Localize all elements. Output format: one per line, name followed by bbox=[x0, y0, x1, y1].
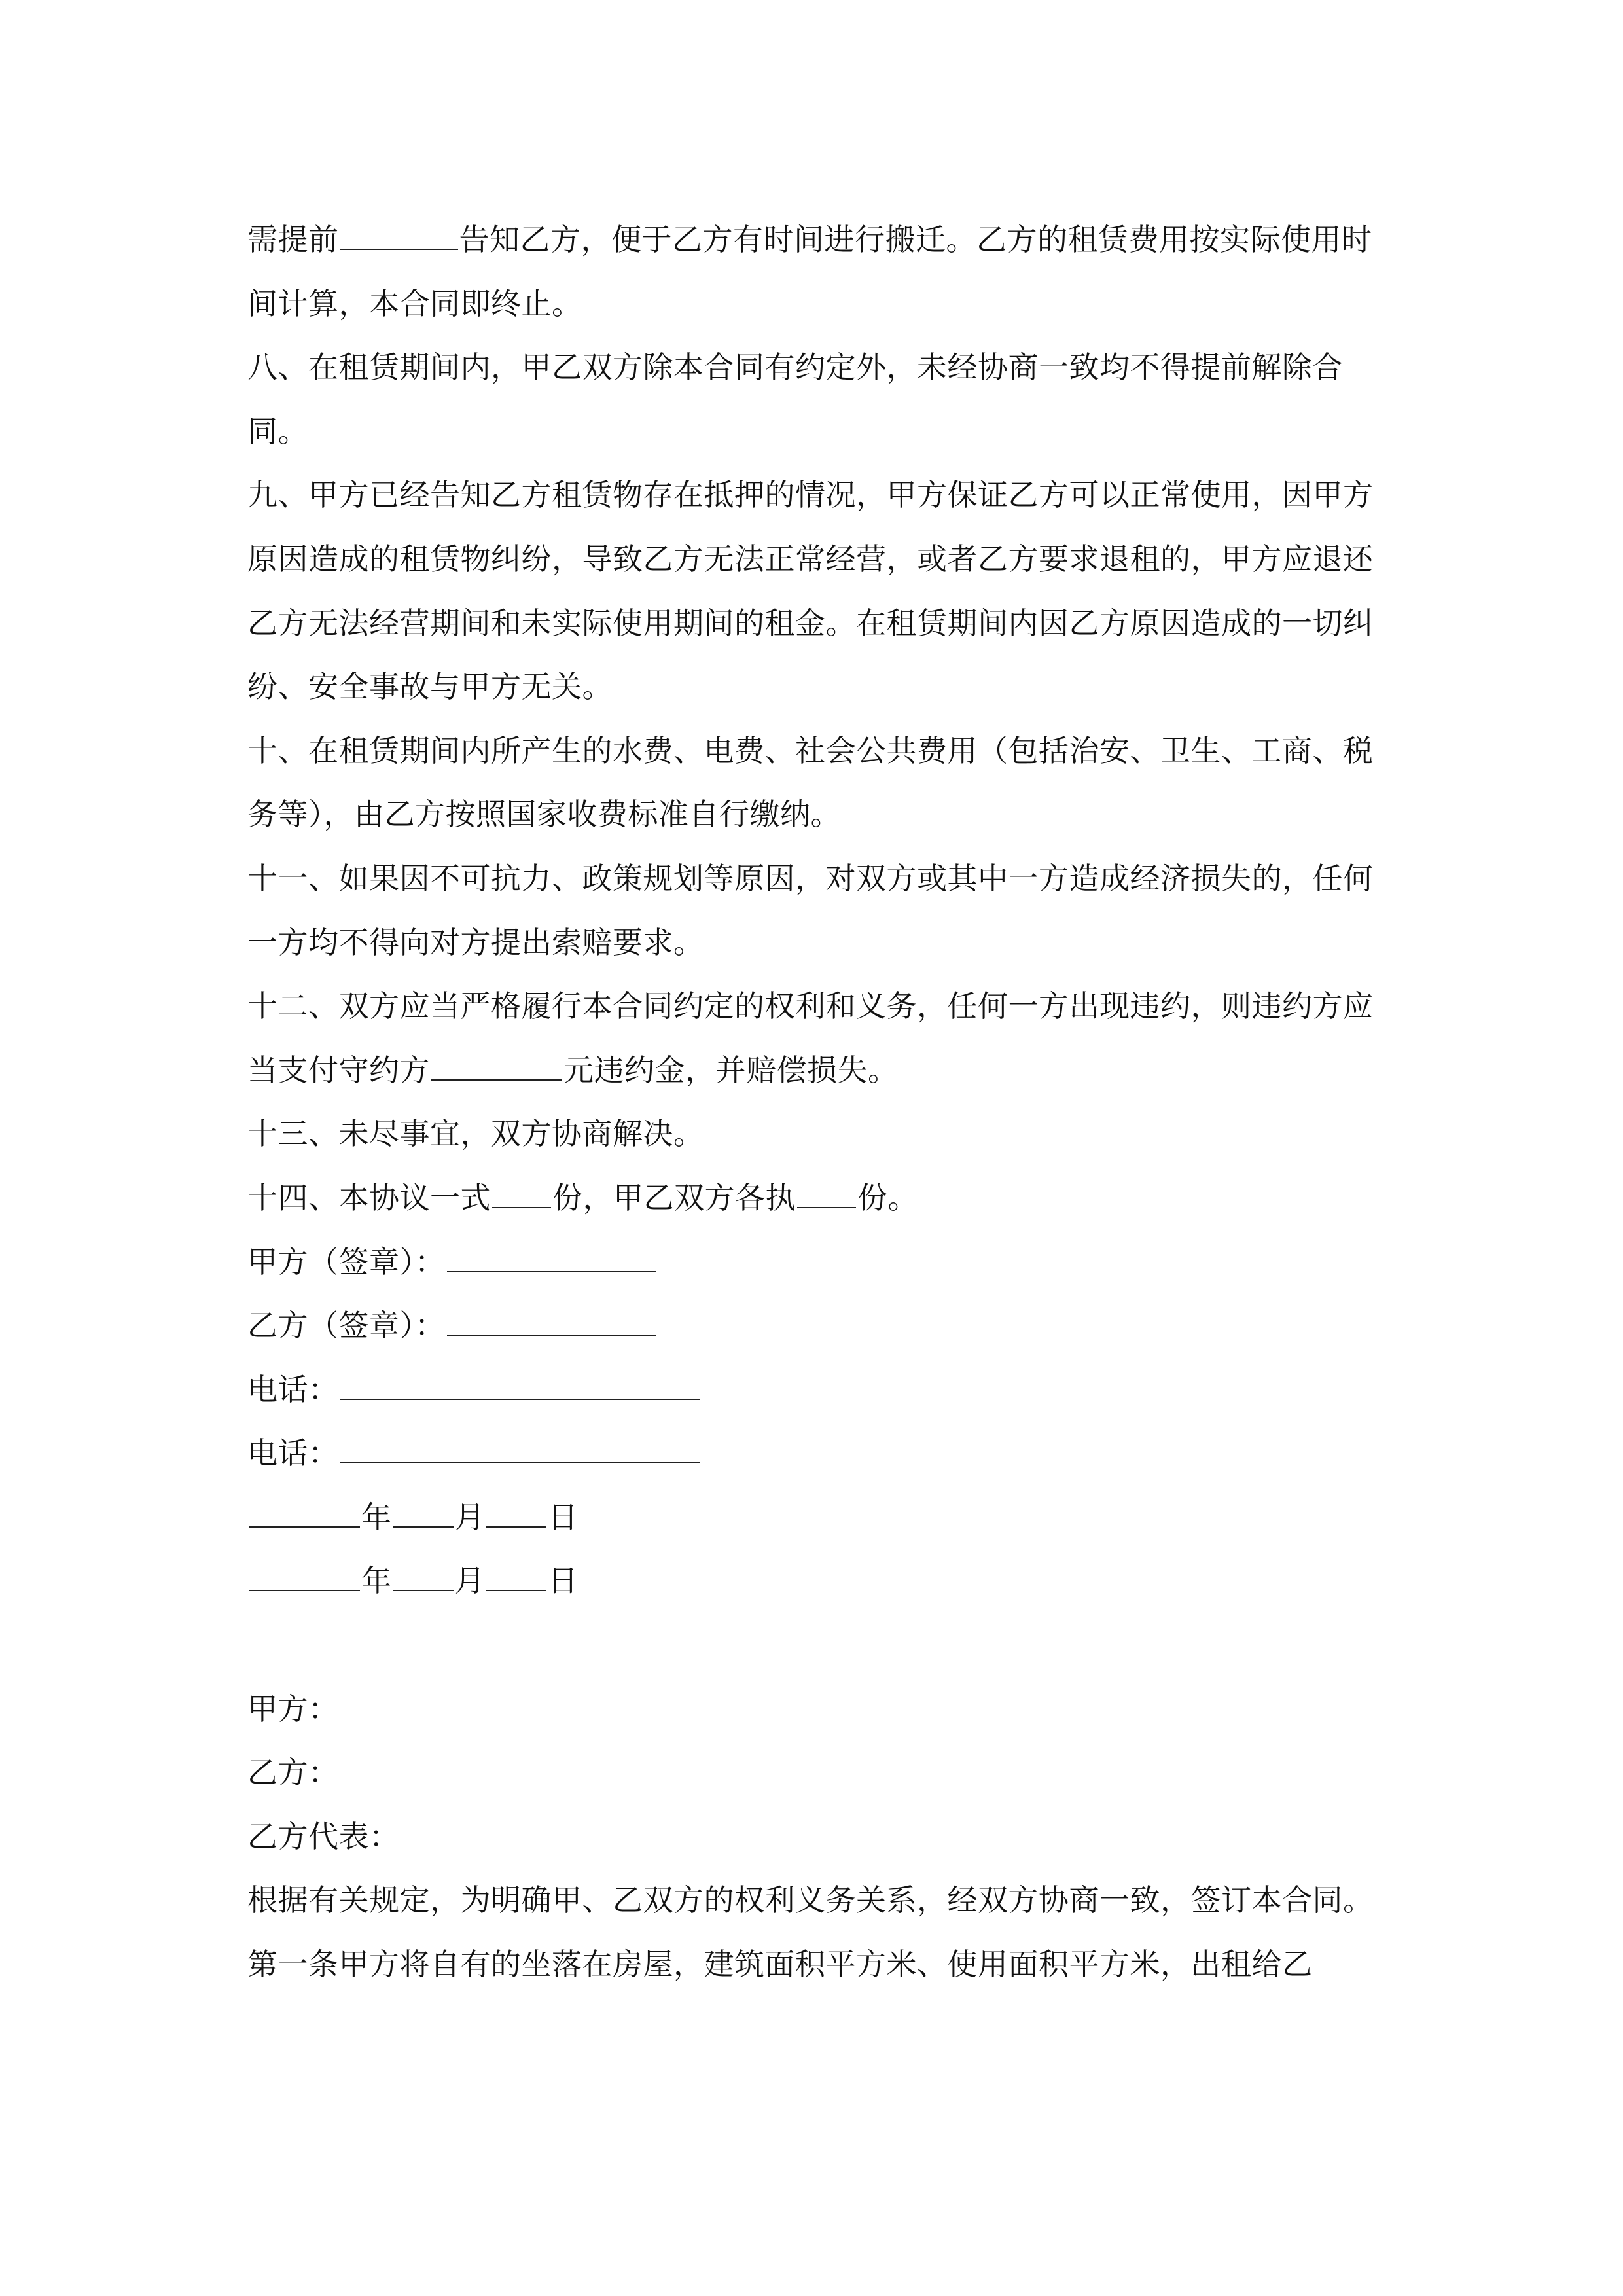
phone-line-1 bbox=[247, 1358, 1389, 1422]
second-party-b: 乙方： bbox=[247, 1755, 339, 1791]
notice-period-blank[interactable] bbox=[340, 222, 458, 250]
clause-9: 九、甲方已经告知乙方租赁物存在抵押的情况，甲方保证乙方可以正常使用，因甲方原因造成的租赁物纠纷，导致乙方无法正常经营，或者乙方要求退租的，甲方应退还乙方无法经营期间和未实际使用期间的租金。在租赁期间内因乙方原因造成的一切纠纷、安全事故与甲方无关。 bbox=[247, 477, 1374, 705]
phone-blank-2[interactable] bbox=[340, 1435, 700, 1463]
document-body bbox=[247, 208, 1389, 1997]
month-label-2: 月 bbox=[454, 1563, 485, 1599]
day-label-1: 日 bbox=[548, 1499, 579, 1535]
article-1: 第一条甲方将自有的坐落在房屋，建筑面积平方米、使用面积平方米，出租给乙 bbox=[247, 1946, 1313, 1982]
party-b-signature-label: 乙方（签章）： bbox=[247, 1308, 446, 1344]
party-a-signature-blank[interactable] bbox=[447, 1244, 656, 1272]
phone-line-2 bbox=[247, 1422, 1389, 1486]
party-a-signature-label: 甲方（签章）： bbox=[247, 1244, 446, 1280]
party-b-signature-blank[interactable] bbox=[447, 1308, 656, 1336]
second-party-a: 甲方： bbox=[247, 1691, 339, 1727]
phone-blank-1[interactable] bbox=[340, 1371, 700, 1399]
clause-14 bbox=[247, 1166, 1389, 1230]
notice-text-end: 告知乙方，便于乙方有时间进行搬迁。乙方的租赁费用按实际使用时间计算，本合同即终止。 bbox=[247, 222, 1372, 321]
phone-label-2: 电话： bbox=[247, 1435, 339, 1471]
year-blank-2[interactable] bbox=[249, 1563, 360, 1591]
copies-total-blank[interactable] bbox=[492, 1180, 551, 1208]
clause-12-text-start: 十二、双方应当严格履行本合同约定的权利和义务，任何一方出现违约，则违约方应当支付守约方 bbox=[247, 988, 1374, 1088]
clause-14-text-b: 份，甲乙双方各执 bbox=[552, 1179, 796, 1215]
day-label-2: 日 bbox=[548, 1563, 579, 1599]
date-line-2 bbox=[247, 1549, 1389, 1613]
section-spacer bbox=[247, 1613, 1389, 1677]
year-label-1: 年 bbox=[361, 1499, 392, 1535]
second-party-b-rep: 乙方代表： bbox=[247, 1818, 400, 1854]
paragraph-notice bbox=[247, 208, 1389, 336]
party-a-signature-line bbox=[247, 1230, 1389, 1295]
month-label-1: 月 bbox=[454, 1499, 485, 1535]
date-line-1 bbox=[247, 1486, 1389, 1550]
day-blank-2[interactable] bbox=[486, 1563, 546, 1591]
day-blank-1[interactable] bbox=[486, 1499, 546, 1527]
clause-8: 八、在租赁期间内，甲乙双方除本合同有约定外，未经协商一致均不得提前解除合同。 bbox=[247, 350, 1343, 449]
clause-12-text-end: 元违约金，并赔偿损失。 bbox=[563, 1052, 899, 1088]
month-blank-1[interactable] bbox=[393, 1499, 454, 1527]
year-label-2: 年 bbox=[361, 1563, 392, 1599]
party-b-signature-line bbox=[247, 1294, 1389, 1358]
clause-13: 十三、未尽事宜，双方协商解决。 bbox=[247, 1116, 704, 1152]
clause-14-text-c: 份。 bbox=[857, 1179, 918, 1215]
clause-11: 十一、如果因不可抗力、政策规划等原因，对双方或其中一方造成经济损失的，任何一方均不得向对方提出索赔要求。 bbox=[247, 860, 1374, 960]
clause-14-text-a: 十四、本协议一式 bbox=[247, 1179, 491, 1215]
contract-intro: 根据有关规定，为明确甲、乙双方的权利义务关系，经双方协商一致，签订本合同。 bbox=[247, 1882, 1374, 1918]
clause-10: 十、在租赁期间内所产生的水费、电费、社会公共费用（包括治安、卫生、工商、税务等），由乙方按照国家收费标准自行缴纳。 bbox=[247, 732, 1374, 833]
copies-each-blank[interactable] bbox=[797, 1180, 856, 1208]
month-blank-2[interactable] bbox=[393, 1563, 454, 1591]
penalty-amount-blank[interactable] bbox=[431, 1052, 562, 1080]
phone-label-1: 电话： bbox=[247, 1371, 339, 1407]
year-blank-1[interactable] bbox=[249, 1499, 360, 1527]
clause-12 bbox=[247, 975, 1389, 1102]
notice-text-start: 需提前 bbox=[247, 222, 339, 257]
